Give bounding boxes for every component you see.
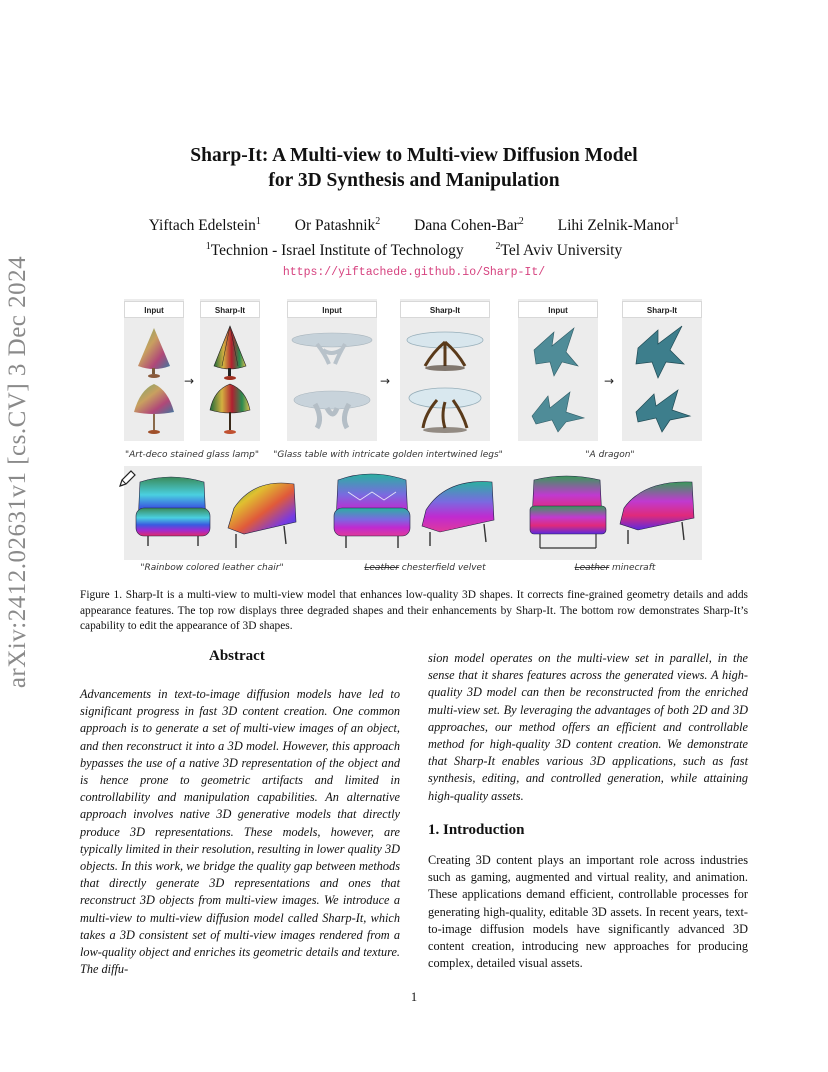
arrow-icon: → (184, 374, 195, 388)
author: Lihi Zelnik-Manor$^1$ (557, 216, 680, 234)
lamp-shade-input (138, 328, 170, 369)
lamp-shade-input-2 (134, 384, 174, 414)
arrow-icon: → (604, 374, 615, 388)
table-input-header: Input (287, 301, 377, 318)
caption-minecraft: Leather minecraft (574, 563, 656, 573)
lamp-renders (124, 320, 260, 442)
author-list (0, 217, 828, 235)
caption-rainbow-chair: "Rainbow colored leather chair" (140, 563, 284, 573)
figure-caption: Figure 1. Sharp-It is a multi-view to multi-view model that enhances low-quality 3D shapes. It corrects fine-grained geometry details and adds appearance features. The top row displays three degraded shapes and their enhancements by Sharp-It. The bottom row demonstrates Sharp-It’s capability to edit the appearance of 3D shapes. (80, 589, 748, 632)
introduction-text: Creating 3D content plays an important role across industries such as gaming, augmented and virtual reality, and animation. These applications demand efficient, controllable processes for generating high-quality, editable 3D assets. In recent years, text-to-image diffusion models have significantly advanced 3D content creation, introducing new approaches for producing complex, detailed visual assets. (428, 853, 748, 971)
dragon-output-header: Sharp-It (622, 301, 702, 318)
lamp-input-header: Input (124, 301, 184, 318)
table-output-header: Sharp-It (400, 301, 490, 318)
caption-dragon: "A dragon" (585, 450, 635, 460)
lamp-output-header: Sharp-It (200, 301, 260, 318)
author: Or Patashnik$^2$ (294, 216, 381, 234)
affiliation: $^2$Tel Aviv University (495, 241, 623, 259)
affiliation-list (0, 242, 828, 260)
table-renders (287, 320, 490, 442)
introduction-heading: 1. Introduction (428, 822, 525, 838)
paper-title-line-1: Sharp-It: A Multi-view to Multi-view Diffusion Model (190, 145, 638, 166)
page-number: 1 (410, 990, 418, 1004)
abstract-heading: Abstract (209, 648, 265, 664)
paper-title-line-2: for 3D Synthesis and Manipulation (268, 170, 560, 191)
caption-table: "Glass table with intricate golden intertwined legs" (273, 450, 503, 460)
caption-lamp: "Art-deco stained glass lamp" (125, 450, 259, 460)
abstract-text-left: Advancements in text-to-image diffusion models have led to significant progress in fast 3D content creation. One common approach is to generate a set of multi-view images of an object, and then reconstruct it into a 3D model. However, this approach bypasses the use of a native 3D representation of the object and is hence prone to geometric artifacts and limited in controllability and manipulation capabilities. An alternative approach involves native 3D generative models that directly produce 3D representations. These models, however, are typically limited in their resolution, resulting in lower quality 3D objects. In this work, we bridge the quality gap between methods that directly generate 3D representations and ones that reconstruct 3D objects from multi-view images. We introduce a multi-view to multi-view diffusion model called Sharp-It, which takes a 3D consistent set of multi-view images rendered from a low-quality object and enriches its geometric details and texture. The diffu- (80, 687, 400, 977)
dragon-renders (518, 320, 702, 442)
abstract-text-right: sion model operates on the multi-view set in parallel, in the sense that it shares features across the generated views. A high-quality 3D model can then be reconstructed from the enriched multi-view set. By leveraging the advantages of both 2D and 3D approaches, our method offers an efficient and controllable method for high-quality 3D content creation. We demonstrate that Sharp-It enables various 3D applications, such as fast synthesis, editing, and controlled generation, while attaining high-quality assets. (428, 651, 748, 803)
affiliation: $^1$Technion - Israel Institute of Technology (205, 241, 464, 259)
caption-chesterfield-velvet: Leather chesterfield velvet (364, 563, 486, 573)
author: Dana Cohen-Bar$^2$ (414, 216, 524, 234)
arxiv-id-text: arXiv:2412.02631v1 [cs.CV] 3 Dec 2024 (4, 255, 31, 689)
project-url-link[interactable]: https://yiftachede.github.io/Sharp-It/ (282, 266, 546, 279)
lamp-shade-output (214, 326, 246, 369)
chair-renders (124, 468, 702, 560)
lamp-shade-output-2 (210, 384, 250, 413)
dragon-input-header: Input (518, 301, 598, 318)
arrow-icon: → (380, 374, 391, 388)
author: Yiftach Edelstein$^1$ (148, 216, 261, 234)
